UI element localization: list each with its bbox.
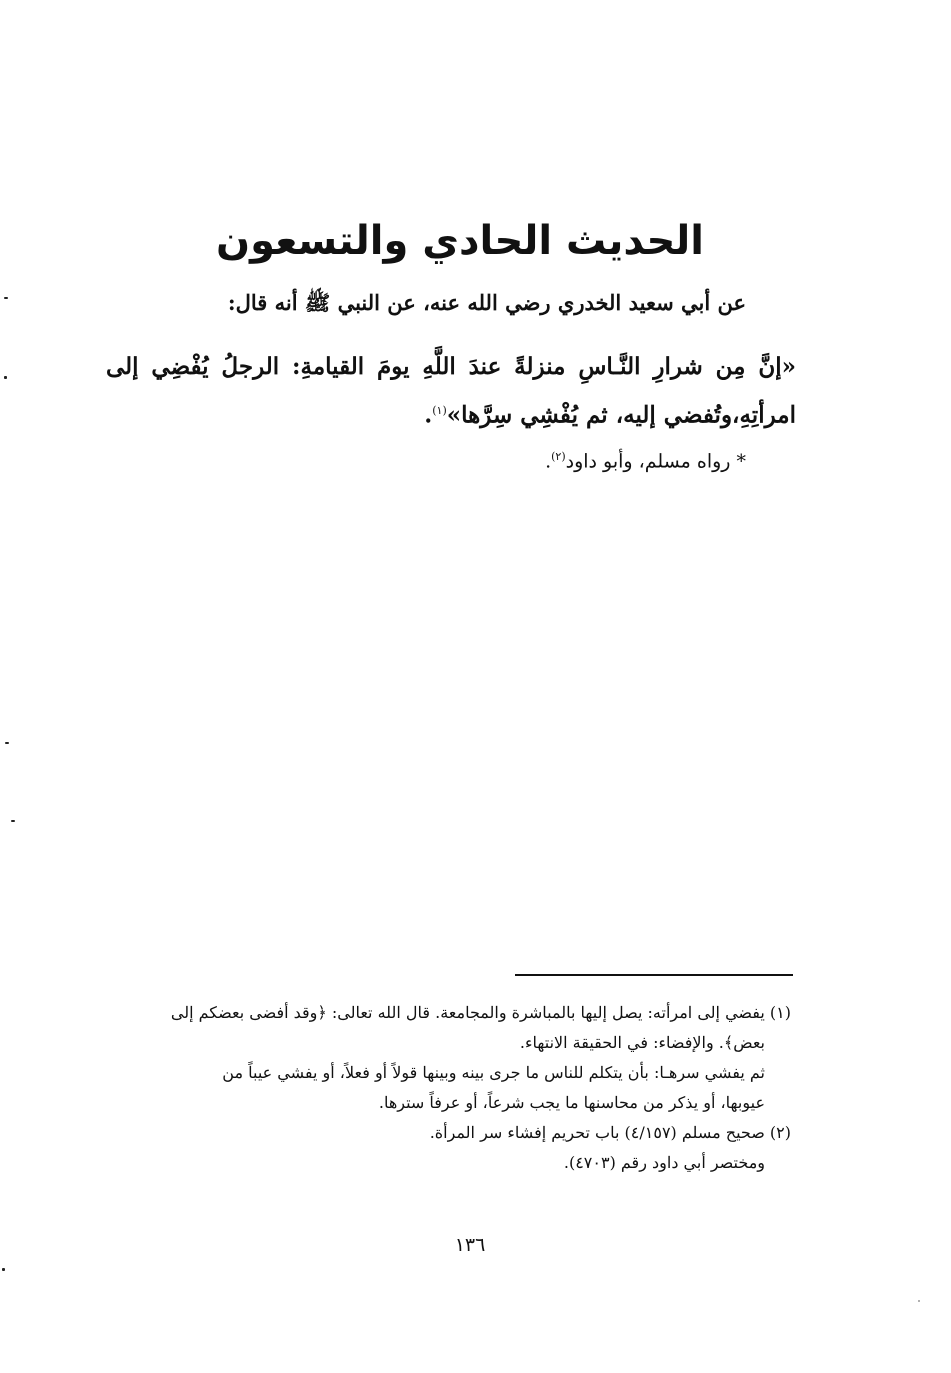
hadith-source <box>246 450 746 472</box>
scan-speck <box>4 376 7 379</box>
source-text: * رواه مسلم، وأبو داود <box>565 450 746 473</box>
hadith-title: الحديث الحادي والتسعون <box>215 218 705 264</box>
scan-speck <box>2 1268 5 1271</box>
scan-speck <box>5 742 9 744</box>
footnote-1-line-3: ثم يفشي سرهـا: بأن يتكلم للناس ما جرى بينه وبينها قولاً أو فعلاً، أو يفشي عيباً من <box>222 1063 765 1082</box>
hadith-text-block <box>106 345 796 438</box>
footnote-divider <box>515 974 793 976</box>
footnote-2-line-1: (٢) صحيح مسلم (٤/١٥٧) باب تحريم إفشاء سر المرأة. <box>429 1123 791 1142</box>
footnote-1-line-4: عيوبها، أو يذكر من محاسنها ما يجب شرعاً، أو عرفاً سترها. <box>378 1093 765 1112</box>
page-number: ١٣٦ <box>454 1234 486 1256</box>
hadith-text: «إنَّ مِن شرارِ النَّـاسِ منزلةً عندَ اللَّهِ يومَ القيامةِ: الرجلُ يُفْضِي إلى امرأتِهِ،وتُفضي إليه، ثم يُفْشِي سِرَّها» <box>106 353 796 429</box>
footnote-ref-1: (١) <box>432 404 447 417</box>
footnote-2-line-2: ومختصر أبي داود رقم (٤٧٠٣). <box>563 1153 765 1172</box>
scan-speck <box>11 820 15 822</box>
hadith-end: . <box>424 401 433 429</box>
footnote-ref-2: (٢) <box>551 450 566 463</box>
footnote-1-line-1: (١) يفضي إلى امرأته: يصل إليها بالمباشرة والمجامعة. قال الله تعالى: ﴿وقد أفضى بعضكم إلى <box>170 1003 791 1022</box>
scan-speck <box>4 297 8 299</box>
footnote-1-line-2: بعض﴾. والإفضاء: في الحقيقة الانتهاء. <box>519 1033 765 1052</box>
source-end: . <box>545 450 552 473</box>
footnotes <box>101 998 791 1178</box>
scan-speck <box>918 1300 920 1302</box>
hadith-intro: عن أبي سعيد الخدري رضي الله عنه، عن النبي ﷺ أنه قال: <box>227 290 746 315</box>
